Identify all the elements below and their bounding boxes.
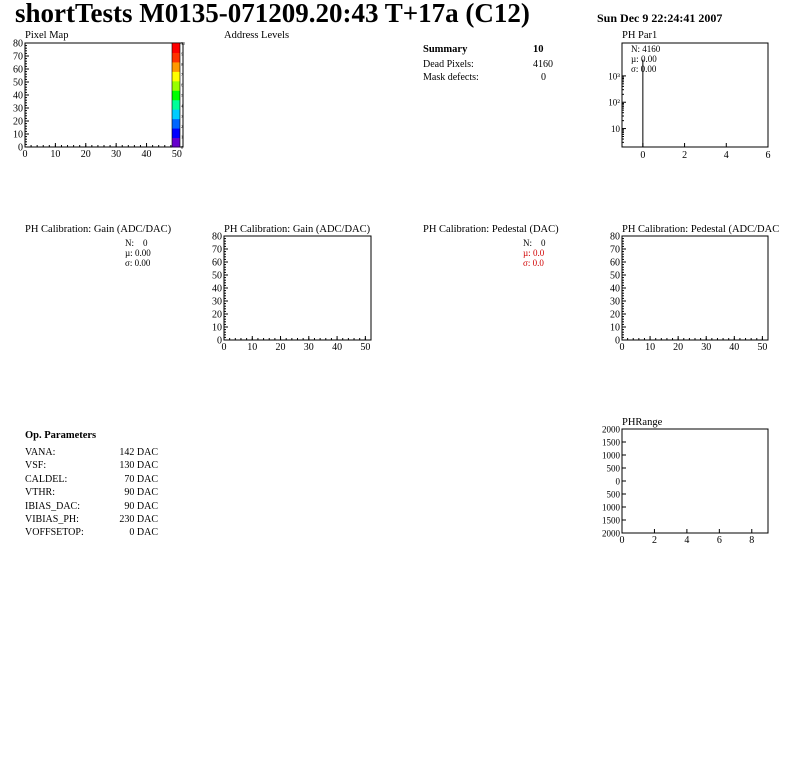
- ph-range-ytick-label: 2000: [602, 424, 620, 435]
- pedestal-n-value: 0: [541, 238, 546, 248]
- palette-tick-label: 0: [181, 145, 183, 150]
- summary-dead-pixels-label: Dead Pixels:: [423, 59, 474, 70]
- pedestal-map-xtick-label: 40: [729, 342, 740, 353]
- palette-swatch: [172, 71, 180, 81]
- pixel-map-xtick-label: 20: [80, 149, 91, 160]
- gain-map-xtick-label: 20: [275, 342, 286, 353]
- pixel-map-ytick-label: 60: [13, 64, 23, 76]
- palette-tick-label: 2: [181, 124, 183, 130]
- op-param-value: 70 DAC: [124, 473, 158, 485]
- palette-swatch: [172, 90, 180, 100]
- ph-range-xtick-label: 8: [749, 535, 755, 546]
- ph-par1-n-label: N:: [631, 44, 640, 54]
- op-param-label: VANA:: [25, 447, 56, 458]
- op-param-label: VOFFSETOP:: [25, 527, 84, 539]
- summary-mask-defects-label: Mask defects:: [423, 72, 479, 83]
- ph-range-ytick-label: 1000: [602, 450, 620, 461]
- pixel-map-xtick-label: 10: [50, 149, 61, 160]
- op-params-values: [108, 446, 158, 540]
- gain-mu-value: 0.00: [134, 248, 151, 258]
- ph-par1-mu-label: µ:: [631, 54, 639, 64]
- pedestal-map-ytick-label: 70: [610, 244, 620, 256]
- op-params-labels: [25, 446, 84, 540]
- op-param-value: 130 DAC: [119, 460, 158, 472]
- pixel-map-ytick-label: 50: [13, 77, 23, 89]
- pedestal-map-xtick-label: 10: [645, 342, 656, 353]
- pixel-map-ytick-label: 40: [13, 90, 23, 102]
- pedestal-sigma-value: 0.0: [532, 258, 544, 268]
- pixel-map-ytick-label: 0: [18, 142, 23, 154]
- ph-par1-n-value: 4160: [642, 44, 661, 54]
- pixel-map-ytick-label: 70: [13, 51, 23, 63]
- ph-par1-ytick-label: 10³: [608, 71, 620, 82]
- gain-map-ytick-label: 80: [212, 231, 222, 243]
- ph-range-ytick-label: 500: [606, 463, 620, 474]
- ph-par1-xtick-label: 2: [682, 150, 688, 161]
- pixel-map-xtick-label: 50: [171, 149, 182, 160]
- ph-range-xtick-label: 2: [651, 535, 657, 546]
- gain-map-ytick-label: 0: [217, 335, 222, 347]
- pixel-map-axes: [13, 39, 185, 161]
- ph-range-chart: [596, 424, 790, 548]
- pixel-map-xtick-label: 40: [141, 149, 152, 160]
- pixel-map-ytick-label: 30: [13, 103, 23, 115]
- timestamp: Sun Dec 9 22:24:41 2007: [597, 11, 723, 25]
- op-param-value: 0 DAC: [129, 527, 158, 539]
- ph-range-ytick-label: 2000: [602, 528, 620, 539]
- palette-tick-label: 3: [181, 113, 183, 119]
- ph-par1-sigma-value: 0.00: [640, 64, 657, 74]
- palette-swatch: [172, 52, 180, 62]
- gain-map-ytick-label: 70: [212, 244, 222, 256]
- pixel-map-title: Pixel Map: [25, 30, 69, 41]
- summary-mask-defects-value: 0: [541, 72, 546, 83]
- palette-tick-label: 7: [181, 72, 183, 78]
- palette-swatch: [172, 109, 180, 119]
- op-param-label: VTHR:: [25, 487, 55, 499]
- palette-tick-label: 8: [181, 61, 183, 67]
- pixel-map-ytick-label: 80: [13, 38, 23, 50]
- palette-tick-label: 1: [181, 134, 183, 140]
- palette-tick-label: 5: [181, 93, 183, 98]
- ph-range-xtick-label: 6: [716, 535, 722, 546]
- pixel-map-chart: [0, 38, 200, 163]
- ph-range-ytick-label: 1500: [602, 515, 620, 526]
- palette-swatch: [172, 119, 180, 129]
- pedestal-map-chart: [598, 228, 788, 358]
- pixel-map-ytick-label: 10: [13, 129, 23, 141]
- pedestal-n-label: N:: [523, 238, 532, 248]
- palette-swatch: [172, 81, 180, 91]
- ph-par1-xtick-label: 4: [723, 150, 729, 161]
- pedestal-map-ytick-label: 30: [610, 296, 620, 308]
- pedestal-map-axes: [610, 232, 768, 354]
- pixel-map-xtick-label: 0: [22, 149, 28, 160]
- pedestal-sigma-label: σ:: [523, 258, 531, 268]
- gain-stats: [125, 238, 151, 268]
- pedestal-map-ytick-label: 20: [610, 309, 620, 321]
- pedestal-stats-title: PH Calibration: Pedestal (DAC): [423, 224, 559, 235]
- pedestal-stats: [523, 238, 546, 268]
- ph-par1-xtick-label: 6: [765, 150, 771, 161]
- summary-title: Summary: [423, 44, 468, 55]
- palette-swatch: [172, 43, 180, 53]
- pedestal-mu-value: 0.0: [532, 248, 545, 258]
- gain-mu-label: µ:: [125, 248, 133, 258]
- pedestal-map-xtick-label: 30: [701, 342, 712, 353]
- gain-map-ytick-label: 30: [212, 296, 222, 308]
- pedestal-map-xtick-label: 20: [673, 342, 684, 353]
- gain-map-axes: [212, 232, 371, 354]
- gain-sigma-label: σ:: [125, 258, 133, 268]
- op-param-label: CALDEL:: [25, 473, 68, 485]
- gain-map-xtick-label: 40: [332, 342, 343, 353]
- palette-tick-label: 10: [181, 41, 185, 46]
- pedestal-map-title: PH Calibration: Pedestal (ADC/DAC: [622, 224, 780, 235]
- pedestal-map-ytick-label: 0: [615, 335, 620, 347]
- page-title: shortTests M0135-071209.20:43 T+17a (C12): [15, 0, 530, 28]
- pedestal-map-ytick-label: 10: [610, 322, 620, 334]
- gain-n-label: N:: [125, 238, 134, 248]
- gain-map-ytick-label: 50: [212, 270, 222, 282]
- op-param-value: 90 DAC: [124, 487, 158, 499]
- ph-par1-ytick-label: 10: [611, 124, 620, 135]
- gain-stats-title: PH Calibration: Gain (ADC/DAC): [25, 224, 172, 235]
- gain-map-chart: [200, 228, 390, 358]
- pedestal-map-ytick-label: 60: [610, 257, 620, 269]
- pedestal-map-ytick-label: 40: [610, 283, 620, 295]
- pixel-map-xtick-label: 30: [111, 149, 122, 160]
- op-param-label: VIBIAS_PH:: [25, 514, 79, 526]
- gain-map-title: PH Calibration: Gain (ADC/DAC): [224, 224, 371, 235]
- palette-tick-label: 6: [181, 82, 183, 88]
- ph-par1-mu-value: 0.00: [640, 54, 657, 64]
- palette-swatch: [172, 138, 180, 148]
- gain-n-value: 0: [143, 238, 148, 248]
- palette-swatch: [172, 128, 180, 138]
- summary-dead-pixels-value: 4160: [533, 59, 553, 70]
- gain-map-frame: [224, 236, 371, 340]
- pedestal-map-ytick-label: 50: [610, 270, 620, 282]
- summary-title-value: 10: [533, 44, 544, 55]
- pedestal-mu-label: µ:: [523, 248, 531, 258]
- ph-range-title: PHRange: [622, 417, 663, 428]
- palette-tick-label: 9: [181, 51, 183, 57]
- gain-map-xtick-label: 0: [221, 342, 227, 353]
- op-params-title: Op. Parameters: [25, 430, 97, 441]
- gain-sigma-value: 0.00: [134, 258, 151, 268]
- ph-range-ytick-label: 500: [606, 489, 620, 500]
- op-param-value: 142 DAC: [119, 447, 158, 458]
- gain-map-ytick-label: 20: [212, 309, 222, 321]
- gain-map-ytick-label: 10: [212, 322, 222, 334]
- pedestal-map-frame: [622, 236, 768, 340]
- gain-map-ytick-label: 60: [212, 257, 222, 269]
- palette-swatch: [172, 62, 180, 72]
- ph-range-xtick-label: 4: [684, 535, 690, 546]
- op-param-label: VSF:: [25, 460, 47, 472]
- gain-map-ytick-label: 40: [212, 283, 222, 295]
- ph-par1-xtick-label: 0: [640, 150, 646, 161]
- op-param-label: IBIAS_DAC:: [25, 500, 81, 512]
- ph-par1-sigma-label: σ:: [631, 64, 639, 74]
- ph-range-ytick-label: 1000: [602, 502, 620, 513]
- pedestal-map-ytick-label: 80: [610, 231, 620, 243]
- ph-range-axes: [602, 425, 768, 547]
- ph-par1-stats: [631, 44, 660, 74]
- gain-map-xtick-label: 30: [303, 342, 314, 353]
- op-param-value: 90 DAC: [124, 500, 158, 512]
- ph-range-ytick-label: 1500: [602, 437, 620, 448]
- ph-par1-title: PH Par1: [622, 30, 658, 41]
- address-levels-title: Address Levels: [224, 30, 290, 41]
- gain-map-xtick-label: 10: [247, 342, 258, 353]
- pixel-map-ytick-label: 20: [13, 116, 23, 128]
- pedestal-map-xtick-label: 0: [619, 342, 625, 353]
- ph-range-xtick-label: 0: [619, 535, 625, 546]
- ph-par1-ytick-label: 10²: [608, 97, 620, 108]
- op-param-value: 230 DAC: [119, 514, 158, 526]
- gain-map-xtick-label: 50: [360, 342, 371, 353]
- ph-range-ytick-label: 0: [615, 476, 620, 487]
- palette-swatch: [172, 100, 180, 110]
- ph-par1-chart: [600, 38, 790, 163]
- pixel-map-frame: [25, 43, 183, 147]
- palette-tick-label: 4: [181, 103, 183, 109]
- ph-range-frame: [622, 429, 768, 533]
- pedestal-map-xtick-label: 50: [757, 342, 768, 353]
